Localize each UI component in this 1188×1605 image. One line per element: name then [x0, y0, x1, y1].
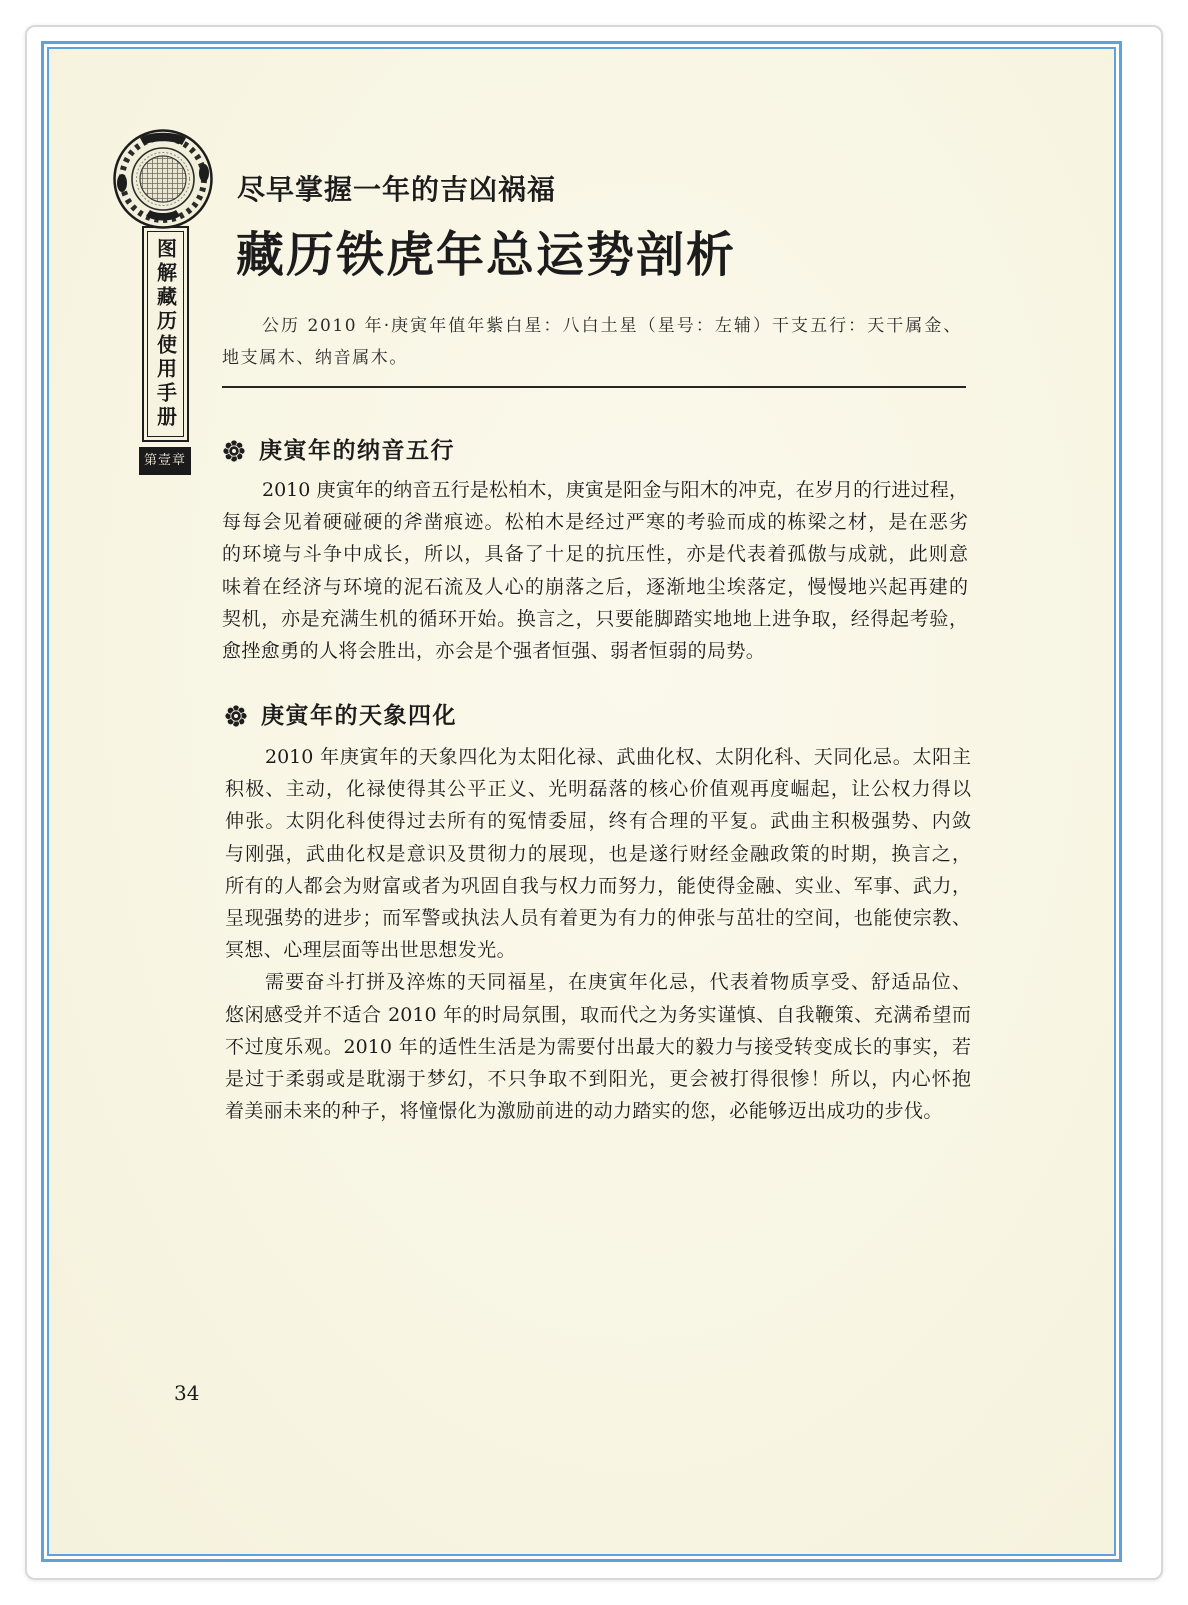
divider-rule: [222, 386, 966, 388]
paragraph-line: 不过度乐观。2010 年的适性生活是为需要付出最大的毅力与接受转变成长的事实，若: [225, 1035, 971, 1058]
flower-ornament-icon: [222, 439, 246, 463]
paragraph-group: [225, 741, 971, 1127]
section-heading: [222, 437, 542, 465]
paragraph-line: 呈现强势的进步；而军警或执法人员有着更为有力的伸张与茁壮的空间，也能使宗教、: [225, 907, 971, 930]
section-heading-text: 庚寅年的天象四化: [261, 703, 457, 729]
paragraph-line: 需要奋斗打拼及淬炼的天同福星，在庚寅年化忌，代表着物质享受、舒适品位、: [265, 971, 971, 994]
paragraph-line: 愈挫愈勇的人将会胜出，亦会是个强者恒强、弱者恒弱的局势。: [222, 640, 766, 663]
paragraph-line: 契机，亦是充满生机的循环开始。换言之，只要能脚踏实地地上进争取，经得起考验，: [222, 607, 968, 630]
paragraph-line: 冥想、心理层面等出世思想发光。: [225, 939, 517, 962]
medallion-right-ornament: [199, 164, 209, 182]
page-subtitle: 尽早掌握一年的吉凶祸福: [237, 173, 557, 206]
paragraph-line: 是过于柔弱或是耽溺于梦幻，不只争取不到阳光，更会被打得很惨！所以，内心怀抱: [225, 1068, 971, 1091]
book-title-tablet-inner-border: [147, 231, 184, 437]
paragraph-line: 2010 庚寅年的纳音五行是松柏木，庚寅是阳金与阳木的冲克，在岁月的行进过程，: [262, 479, 968, 501]
chapter-sidebar: [108, 126, 216, 478]
icon-center-dot: [234, 714, 238, 718]
paragraph: [225, 741, 971, 966]
chapter-tab-label: 第壹章: [143, 453, 186, 468]
paragraph-line: 与刚强，武曲化权是意识及贯彻力的展现，也是遂行财经金融政策的时期，换言之，: [225, 842, 971, 865]
flower-ornament-icon: [224, 704, 248, 728]
paragraph: [225, 966, 971, 1127]
intro-paragraph: [222, 310, 962, 374]
book-title-tablet: [142, 226, 189, 442]
paragraph-line: 悠闲感受并不适合 2010 年的时局氛围，取而代之为务实谨慎、自我鞭策、充满希望而: [225, 1003, 971, 1026]
paragraph-line: 伸张。太阴化科使得过去所有的冤情委屈，终有合理的平复。武曲主积极强势、内敛: [225, 810, 971, 833]
paragraph: [222, 474, 968, 667]
medallion-emblem-icon: [112, 128, 214, 230]
paragraph-line: 的环境与斗争中成长，所以，具备了十足的抗压性，亦是代表着孤傲与成就，此则意: [222, 543, 968, 566]
section-heading: [224, 702, 544, 730]
intro-line: 公历 2010 年·庚寅年值年紫白星：八白土星（星号：左辅）干支五行：天干属金、: [262, 316, 962, 336]
chapter-tab: [139, 447, 191, 475]
medallion-left-ornament: [117, 174, 127, 192]
page-title: 藏历铁虎年总运势剖析: [236, 227, 737, 283]
icon-center-dot: [232, 449, 236, 453]
page-number: 34: [174, 1381, 200, 1405]
medallion-lattice-disc: [140, 156, 186, 202]
paragraph-line: 每每会见着硬碰硬的斧凿痕迹。松柏木是经过严寒的考验而成的栋梁之材，是在恶劣: [222, 511, 968, 534]
paragraph-line: 积极、主动，化禄使得其公平正义、光明磊落的核心价值观再度崛起，让公权力得以: [225, 778, 971, 801]
paragraph-line: 味着在经济与环境的泥石流及人心的崩落之后，逐渐地尘埃落定，慢慢地兴起再建的: [222, 575, 968, 598]
paragraph-line: 所有的人都会为财富或者为巩固自我与权力而努力，能使得金融、实业、军事、武力，: [225, 874, 971, 897]
intro-line: 地支属木、纳音属木。: [222, 348, 408, 368]
paragraph-line: 着美丽未来的种子，将憧憬化为激励前进的动力踏实的您，必能够迈出成功的步伐。: [225, 1100, 943, 1123]
paragraph-line: 2010 年庚寅年的天象四化为太阳化禄、武曲化权、太阴化科、天同化忌。太阳主: [265, 746, 971, 768]
section-heading-text: 庚寅年的纳音五行: [259, 438, 455, 464]
book-title-vertical: 图解藏历使用手册: [153, 238, 178, 430]
